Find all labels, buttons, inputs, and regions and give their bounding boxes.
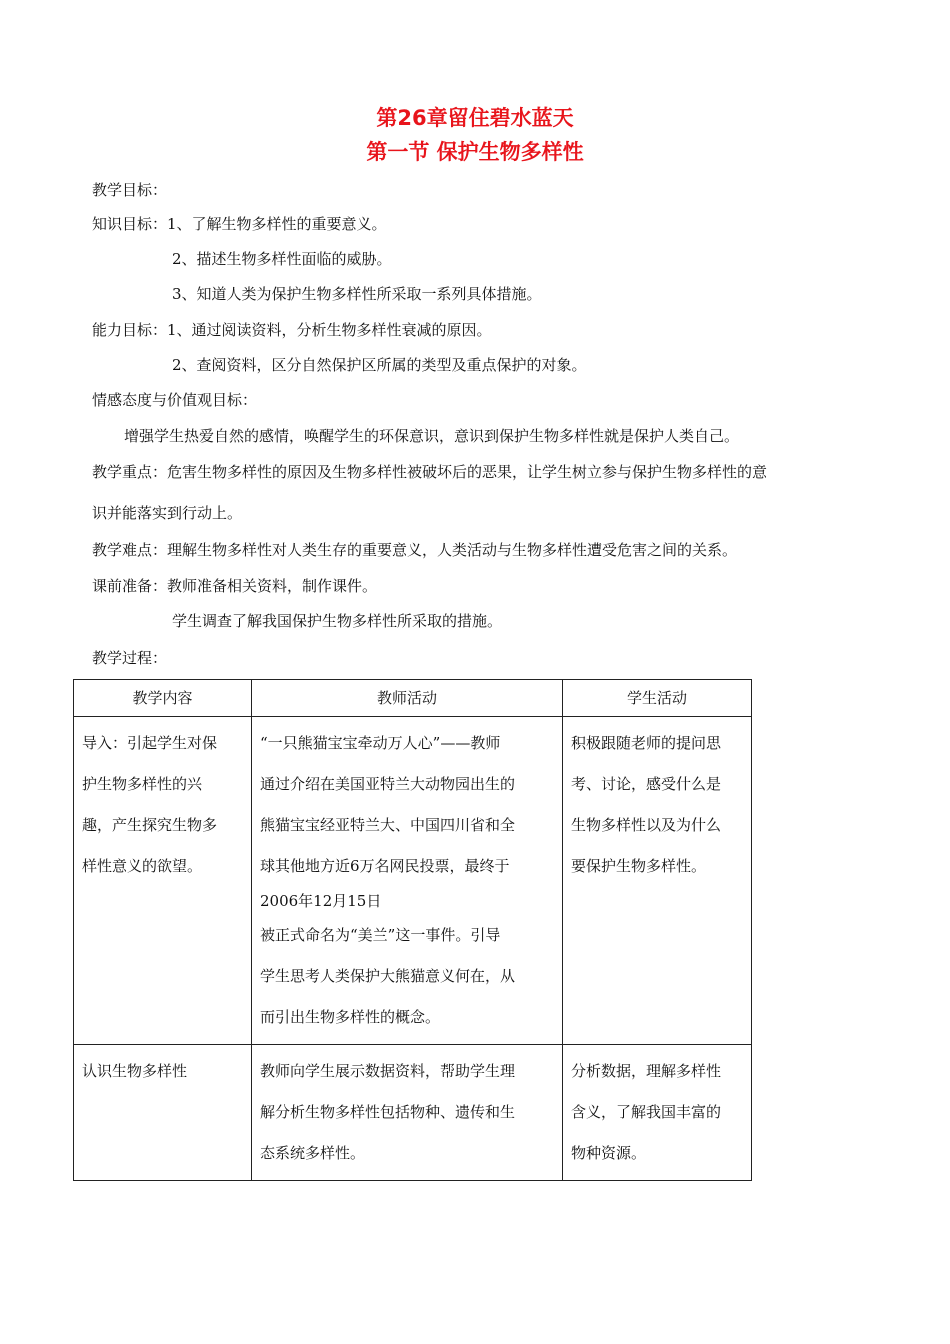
cell-line: 解分析生物多样性包括物种、遗传和生 xyxy=(260,1103,516,1121)
key-point-text: 危害生物多样性的原因及生物多样性被破坏后的恶果，让学生树立参与保护生物多样性的意 xyxy=(167,463,768,481)
cell-teacher xyxy=(252,1045,563,1181)
table-header-row xyxy=(74,680,752,717)
difficulty-label: 教学难点： xyxy=(92,541,168,559)
objectives-heading: 教学目标： xyxy=(92,181,168,199)
key-point-label: 教学重点： xyxy=(92,463,168,481)
cell-line: 样性意义的欲望。 xyxy=(82,857,203,875)
table-row xyxy=(74,717,752,1045)
cell-line: 学生思考人类保护大熊猫意义何在，从 xyxy=(260,967,516,985)
section-title: 第一节 保护生物多样性 xyxy=(366,140,584,164)
header-student: 学生活动 xyxy=(563,680,752,717)
cell-student xyxy=(563,717,752,1045)
cell-line: 熊猫宝宝经亚特兰大、中国四川省和全 xyxy=(260,816,516,834)
preparation-row xyxy=(92,576,377,596)
cell-line: 而引出生物多样性的概念。 xyxy=(260,1008,441,1026)
header-content: 教学内容 xyxy=(74,680,252,717)
ability-item: 1、通过阅读资料，分析生物多样性衰减的原因。 xyxy=(167,321,492,339)
cell-line: 被正式命名为“美兰”这一事件。引导 xyxy=(260,926,501,944)
cell-line: “一只熊猫宝宝牵动万人心”——教师 xyxy=(260,734,501,752)
cell-student xyxy=(563,1045,752,1181)
knowledge-item: 2、描述生物多样性面临的威胁。 xyxy=(172,250,392,268)
cell-line: 认识生物多样性 xyxy=(82,1062,188,1080)
emotion-text: 增强学生热爱自然的感情，唤醒学生的环保意识，意识到保护生物多样性就是保护人类自己。 xyxy=(124,427,740,445)
chapter-title: 第26章留住碧水蓝天 xyxy=(376,106,574,130)
cell-line: 护生物多样性的兴 xyxy=(82,775,203,793)
cell-line: 导入：引起学生对保 xyxy=(82,734,218,752)
cell-line: 要保护生物多样性。 xyxy=(571,857,707,875)
cell-content xyxy=(74,717,252,1045)
knowledge-objective-row xyxy=(92,214,387,234)
knowledge-item: 3、知道人类为保护生物多样性所采取一系列具体措施。 xyxy=(172,285,542,303)
key-point-continuation: 识并能落实到行动上。 xyxy=(92,504,243,522)
cell-line: 物种资源。 xyxy=(571,1144,647,1162)
cell-line: 通过介绍在美国亚特兰大动物园出生的 xyxy=(260,775,516,793)
key-point-row xyxy=(92,462,767,482)
teaching-process-table xyxy=(73,679,752,1181)
cell-line: 生物多样性以及为什么 xyxy=(571,816,722,834)
cell-line: 趣，产生探究生物多 xyxy=(82,816,218,834)
preparation-student: 学生调查了解我国保护生物多样性所采取的措施。 xyxy=(172,612,503,630)
ability-item: 2、查阅资料，区分自然保护区所属的类型及重点保护的对象。 xyxy=(172,356,587,374)
preparation-label: 课前准备： xyxy=(92,577,168,595)
cell-line: 分析数据，理解多样性 xyxy=(571,1062,722,1080)
difficulty-text: 理解生物多样性对人类生存的重要意义，人类活动与生物多样性遭受危害之间的关系。 xyxy=(167,541,738,559)
ability-label: 能力目标： xyxy=(92,321,168,339)
ability-objective-row xyxy=(92,320,492,340)
cell-line: 积极跟随老师的提问思 xyxy=(571,734,722,752)
knowledge-label: 知识目标： xyxy=(92,215,168,233)
preparation-teacher: 教师准备相关资料，制作课件。 xyxy=(167,577,378,595)
table-row xyxy=(74,1045,752,1181)
cell-line: 球其他地方近6万名网民投票，最终于 xyxy=(260,857,510,875)
emotion-label: 情感态度与价值观目标： xyxy=(92,391,258,409)
header-teacher: 教师活动 xyxy=(252,680,563,717)
knowledge-item: 1、了解生物多样性的重要意义。 xyxy=(167,215,387,233)
cell-teacher xyxy=(252,717,563,1045)
cell-line: 含义，了解我国丰富的 xyxy=(571,1103,722,1121)
difficulty-row xyxy=(92,540,737,560)
cell-line: 教师向学生展示数据资料，帮助学生理 xyxy=(260,1062,516,1080)
process-heading: 教学过程： xyxy=(92,649,168,667)
cell-line: 2006年12月15日 xyxy=(260,892,382,910)
cell-line: 考、讨论，感受什么是 xyxy=(571,775,722,793)
cell-content xyxy=(74,1045,252,1181)
cell-line: 态系统多样性。 xyxy=(260,1144,366,1162)
